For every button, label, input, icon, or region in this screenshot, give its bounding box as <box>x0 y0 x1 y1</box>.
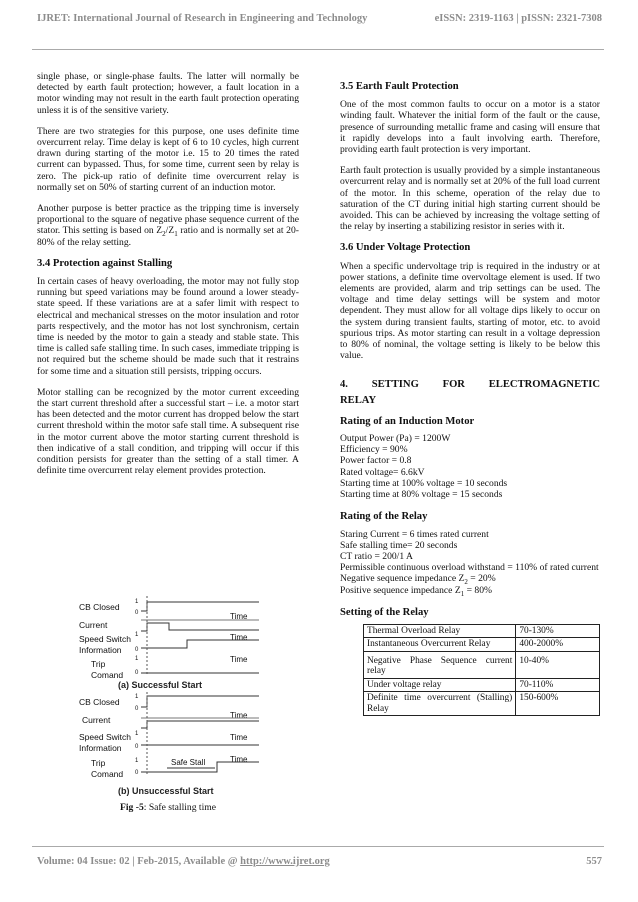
relay-ratings: Staring Current = 6 times rated current Safe stalling time= 20 seconds CT ratio = 200/1 A Permissible continuous overload withstand = 110% of rated current Negative sequence impedance $Z_2 = 20\%$ Positive sequence impedance $Z_1 = 80\%$ <box>340 528 599 598</box>
section-heading-3-6: 3.6 Under Voltage Protection <box>340 242 471 254</box>
header-rule <box>32 49 604 50</box>
label-command: Comand <box>91 670 124 680</box>
footer-rule <box>32 846 604 847</box>
svg-text:Speed Switch: Speed Switch <box>79 732 131 742</box>
running-header <box>37 13 602 31</box>
table-row: Thermal Overload Relay 70-130% <box>364 624 600 638</box>
paragraph: When a specific undervoltage trip is required in the industry or at power stations, a definite time overvoltage element is used. If two elements are provided, alarm and trip settings can be used. The voltage and time delay settings will be system and motor dependent. They must allow for all voltage dips likely to occur on the system during transient faults, starting of motor, etc. to avoid spurious trips. As motor starting can result in a voltage depression to 80% of nominal, the voltage setting is likely to be below this value. <box>340 260 600 362</box>
page-number: 557 <box>586 856 602 867</box>
label-trip: Trip <box>91 659 106 669</box>
svg-text:0: 0 <box>135 706 139 712</box>
paragraph: In certain cases of heavy overloading, the motor may not fully stop running but speed variations may be found around a lower steady-state speed. If these variations are at a safer limit with respect to electrical and mechanical stresses on the motor insulation and rotor parts respectively, and the motor has not lost synchronism, certain time is needed by the motor to gain a steady and stable state. This time is called safe stalling time. In such cases, immediate tripping is not required but the scheme should be made such that it restrains for some time and a situation still persists, tripping occurs. <box>37 276 299 377</box>
svg-text:0: 0 <box>135 744 139 750</box>
svg-text:0: 0 <box>135 670 139 676</box>
subheading-motor: Rating of an Induction Motor <box>340 415 475 427</box>
svg-text:1: 1 <box>135 656 139 662</box>
label-current: Current <box>79 620 108 630</box>
table-row: Negative Phase Sequence current relay 10-40% <box>364 651 600 678</box>
section-heading-4: 4. SETTING FOR ELECTROMAGNETIC <box>340 379 600 391</box>
svg-text:1: 1 <box>135 694 139 700</box>
journal-link[interactable]: http://www.ijret.org <box>240 856 330 867</box>
issn: eISSN: 2319-1163 | pISSN: 2321-7308 <box>434 13 602 24</box>
svg-text:Information: Information <box>79 743 122 753</box>
table-row: Instantaneous Overcurrent Relay 400-2000% <box>364 638 600 652</box>
table-row: Under voltage relay 70-110% <box>364 678 600 692</box>
caption-a: (a) Successful Start <box>118 680 203 690</box>
running-footer: Volume: 04 Issue: 02 | Feb-2015, Available @ http://www.ijret.org 557 <box>37 856 602 867</box>
svg-text:Time: Time <box>230 612 248 621</box>
label-speed-switch: Speed Switch <box>79 634 131 644</box>
paragraph: There are two strategies for this purpose, one uses definite time overcurrent relay. Time delay is kept of 6 to 10 cycles, high current drawn during starting of the motor i.e. 15 to 20 times the rated current can bypassed. Thus, for some time, current seen by relay is zero. The pick-up ratio of definite time overcurrent relay is normally set on 50% of starting current of an induction motor. <box>37 125 299 193</box>
svg-text:Current: Current <box>82 715 111 725</box>
svg-text:CB Closed: CB Closed <box>79 697 120 707</box>
paragraph: Motor stalling can be recognized by the motor current exceeding the start current threshold after a successful start – i.e. a motor start has been detected and the motor current has dropped below the start current threshold within the motor safe stall time. A subsequent rise in the motor current above the motor starting current threshold is then indicative of a stall condition, and tripping will occur if this condition persists for greater than the setting of a stall timer. A definite time overcurrent relay element provides protection. <box>37 386 299 477</box>
svg-text:Time: Time <box>230 655 248 664</box>
paragraph: Another purpose is better practice as the tripping time is inversely proportional to the square of negative phase sequence current of the stator. This setting is based on $Z_2/Z_1$ ratio and is normally set at 20-80% of the relay setting. <box>37 203 299 248</box>
svg-text:Time: Time <box>230 755 248 764</box>
figure-caption: Fig -5: Safe stalling time <box>120 802 216 813</box>
svg-text:Time: Time <box>230 711 248 720</box>
svg-text:0: 0 <box>135 770 139 776</box>
journal-name: IJRET: International Journal of Research in Engineering and Technology <box>37 13 368 24</box>
figure-safe-stalling <box>77 594 263 799</box>
paragraph: One of the most common faults to occur on a motor is a stator winding fault. Whatever the initial form of the fault or the cause, presence of surrounding metallic frame and casing will ensure that it rapidly develops into a fault involving earth. Therefore, providing earth fault protection is very important. <box>340 99 600 156</box>
subheading-relay: Rating of the Relay <box>340 511 428 523</box>
paragraph: single phase, or single-phase faults. The latter will normally be detected by earth fault protection; however, a fault location in a motor winding may not result in the earth fault protection operating unless it is of the sensitive variety. <box>37 71 299 116</box>
svg-text:Comand: Comand <box>91 769 124 779</box>
timing-diagram <box>77 594 263 799</box>
table-row: Definite time overcurrent (Stalling) Relay 150-600% <box>364 692 600 716</box>
subheading-setting: Setting of the Relay <box>340 606 429 618</box>
paragraph: Earth fault protection is usually provided by a simple instantaneous overcurrent relay and is normally set at 20% of the full load current of the motor. In this scheme, operation of the relay due to saturation of the CT during initial high starting current should be avoided. This can be achieved by increasing the voltage setting of the relay by inserting a stabilizing resistor in series with it. <box>340 165 600 233</box>
right-column: 3.5 Earth Fault Protection One of the most common faults to occur on a motor is a stator winding fault. Whatever the initial form of the fault or the cause, presence of surrounding metallic frame and casing will ensure that it rapidly develops into a fault involving earth. Therefore, providing earth fault protection is very important. Earth fault protection is usually provided by a simple instantaneous overcurrent relay and is normally set at 20% of the full load current of the motor. In this scheme, operation of the relay due to saturation of the CT during initial high starting current should be avoided. This can be achieved by increasing the voltage setting of the relay by inserting a stabilizing resistor in series with it. 3.6 Under Voltage Protection When a specific undervoltage trip is required in the industry or at power stations, a definite time overvoltage element is used. If two elements are provided, alarm and trip settings can be used. The voltage and time delay settings will be system and motor dependent. They must allow for all voltage dips likely to occur on the system during transient faults, starting of motor, etc. to avoid spurious trips. As motor starting can result in a voltage depression to 80% of nominal, the voltage setting is likely to be below this value. 4. SETTING FOR ELECTROMAGNETIC RELAY Rating of an Induction Motor Output Power (Pa) = 1200W Efficiency = 90% Power factor = 0.8 Rated voltage= 6.6kV Starting time at 100% voltage = 10 seconds Starting time at 80% voltage = 15 seconds Rating of the Relay Staring Current = 6 times rated current Safe stalling time= 20 seconds CT ratio = 200/1 A Permissible continuous overload withstand = 110% of rated current Negative sequence impedance $Z_2 = 20\%$ Positive sequence impedance $Z_1 = 80\%$ Setting of the Relay Thermal Overload Relay 70-130% Instantaneous Overcurrent Relay 400-2000% Negative Phase Sequence current relay 10-40% Under voltage relay 70-110% Definite time overcurrent (Stalling) Relay 150-600% <box>340 81 600 716</box>
label-information: Information <box>79 645 122 655</box>
left-column <box>37 71 299 487</box>
svg-text:Trip: Trip <box>91 758 106 768</box>
svg-text:Time: Time <box>230 633 248 642</box>
section-heading-3-4: 3.4 Protection against Stalling <box>37 257 173 269</box>
svg-text:1: 1 <box>135 758 139 764</box>
svg-text:1: 1 <box>135 731 139 737</box>
svg-text:Time: Time <box>230 733 248 742</box>
motor-ratings: Output Power (Pa) = 1200W Efficiency = 90% Power factor = 0.8 Rated voltage= 6.6kV Starting time at 100% voltage = 10 seconds Starting time at 80% voltage = 15 seconds <box>340 433 508 501</box>
svg-text:0: 0 <box>135 610 139 616</box>
relay-settings-table <box>363 624 600 717</box>
svg-text:1: 1 <box>135 599 139 605</box>
label-safe-stall: Safe Stall <box>171 758 206 767</box>
caption-b: (b) Unsuccessful Start <box>118 786 214 796</box>
svg-text:0: 0 <box>135 647 139 653</box>
svg-text:1: 1 <box>135 632 139 638</box>
label-cb-closed: CB Closed <box>79 602 120 612</box>
section-heading-3-5: 3.5 Earth Fault Protection <box>340 81 459 92</box>
